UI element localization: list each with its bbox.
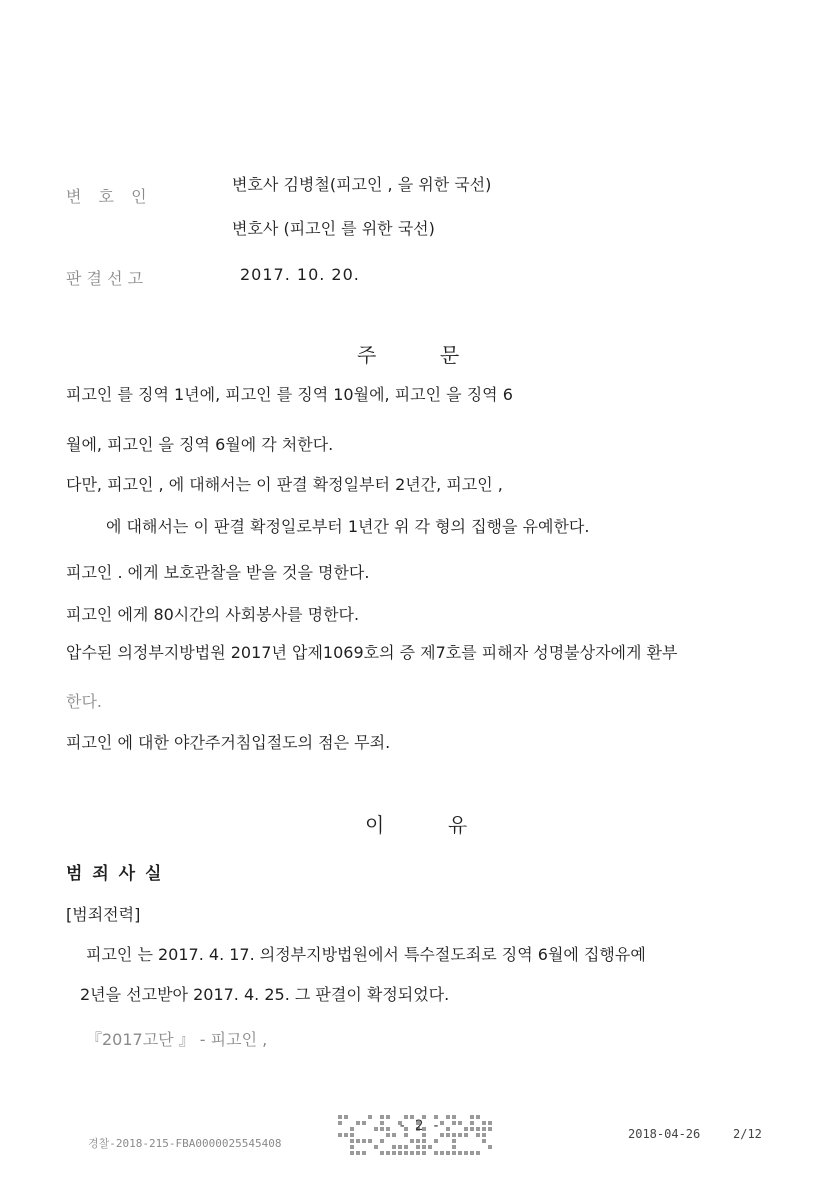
seal-dot (362, 1151, 366, 1155)
seal-dot (410, 1151, 414, 1155)
seal-dot (398, 1151, 402, 1155)
seal-dot (446, 1151, 450, 1155)
seal-dot (440, 1151, 444, 1155)
criminal-record-subheading: [범죄전력] (66, 905, 141, 924)
seal-dot (464, 1133, 468, 1137)
seal-dot (386, 1127, 390, 1131)
seal-dot (356, 1151, 360, 1155)
verdict-label: 판 결 선 고 (66, 269, 144, 288)
defense-counsel-line-1: 변호사 김병철(피고인 , 을 위한 국선) (232, 175, 492, 194)
seal-dot (374, 1145, 378, 1149)
seal-dot (482, 1133, 486, 1137)
seal-dot (380, 1121, 384, 1125)
crime-facts-title: 범 죄 사 실 (66, 864, 164, 884)
seal-dot (350, 1145, 354, 1149)
seal-dot (416, 1151, 420, 1155)
reason-line: 피고인 는 2017. 4. 17. 의정부지방법원에서 특수절도죄로 징역 6월에 집행유예 (86, 945, 646, 964)
defense-counsel-label: 변 호 인 (66, 187, 153, 206)
order-line: 압수된 의정부지방법원 2017년 압제1069호의 증 제7호를 피해자 성명불상자에게 환부 (66, 643, 678, 662)
seal-dot (338, 1115, 342, 1119)
seal-dot (416, 1145, 420, 1149)
seal-dot (488, 1127, 492, 1131)
seal-dot (434, 1151, 438, 1155)
seal-dot (380, 1151, 384, 1155)
seal-dot (404, 1145, 408, 1149)
seal-dot (470, 1115, 474, 1119)
seal-dot (398, 1145, 402, 1149)
seal-dot (422, 1145, 426, 1149)
seal-dot (338, 1121, 342, 1125)
defense-counsel-line-2: 변호사 (피고인 를 위한 국선) (232, 219, 435, 238)
seal-dot (470, 1127, 474, 1131)
seal-dot (338, 1133, 342, 1137)
seal-dot (350, 1139, 354, 1143)
seal-dot (392, 1151, 396, 1155)
seal-dot (386, 1115, 390, 1119)
seal-dot (458, 1121, 462, 1125)
seal-dot (452, 1139, 456, 1143)
seal-dot (440, 1121, 444, 1125)
seal-dot (440, 1133, 444, 1137)
reason-line: 2년을 선고받아 2017. 4. 25. 그 판결이 확정되었다. (80, 985, 450, 1004)
seal-dot (368, 1139, 372, 1143)
order-line: 월에, 피고인 을 징역 6월에 각 처한다. (66, 435, 334, 454)
seal-dot (392, 1133, 396, 1137)
seal-dot (452, 1133, 456, 1137)
seal-dot (368, 1115, 372, 1119)
order-line: 피고인 를 징역 1년에, 피고인 를 징역 10월에, 피고인 을 징역 6 (66, 385, 513, 404)
seal-dot (344, 1115, 348, 1119)
seal-dot (470, 1151, 474, 1155)
page-count: 2/12 (733, 1127, 762, 1141)
print-date: 2018-04-26 (628, 1127, 701, 1141)
seal-dot (452, 1151, 456, 1155)
seal-dot (356, 1139, 360, 1143)
seal-dot (428, 1145, 432, 1149)
seal-dot (350, 1151, 354, 1155)
document-id: 경찰-2018-215-FBA0000025545408 (88, 1137, 282, 1150)
seal-dot (410, 1139, 414, 1143)
page-marker: - 2 - (398, 1118, 441, 1134)
case-reference: 『2017고단 』 - 피고인 , (86, 1030, 268, 1049)
seal-dot (362, 1121, 366, 1125)
seal-dot (374, 1127, 378, 1131)
seal-dot (386, 1151, 390, 1155)
seal-dot (350, 1133, 354, 1137)
order-line: 다만, 피고인 , 에 대해서는 이 판결 확정일부터 2년간, 피고인 , (66, 475, 503, 494)
seal-dot (362, 1139, 366, 1143)
order-line: 한다. (66, 692, 102, 711)
order-line: 피고인 에게 80시간의 사회봉사를 명한다. (66, 605, 360, 624)
seal-dot (458, 1133, 462, 1137)
reasons-heading: 이 유 (365, 813, 468, 837)
seal-dot (392, 1145, 396, 1149)
seal-dot (482, 1127, 486, 1131)
seal-dot (422, 1151, 426, 1155)
seal-dot (476, 1133, 480, 1137)
seal-dot (350, 1127, 354, 1131)
seal-dot (386, 1133, 390, 1137)
seal-dot (476, 1127, 480, 1131)
seal-dot (464, 1151, 468, 1155)
seal-dot (422, 1139, 426, 1143)
seal-dot (380, 1127, 384, 1131)
seal-dot (446, 1127, 450, 1131)
order-heading: 주 문 (357, 343, 460, 367)
seal-dot (482, 1139, 486, 1143)
seal-dot (356, 1121, 360, 1125)
seal-dot (464, 1127, 468, 1131)
order-line: 피고인 에 대한 야간주거침입절도의 점은 무죄. (66, 733, 391, 752)
seal-dot (476, 1151, 480, 1155)
seal-dot (476, 1115, 480, 1119)
seal-dot (452, 1115, 456, 1119)
seal-dot (446, 1115, 450, 1119)
seal-dot (416, 1139, 420, 1143)
seal-dot (470, 1121, 474, 1125)
seal-dot (446, 1133, 450, 1137)
seal-dot (452, 1121, 456, 1125)
seal-dot (434, 1139, 438, 1143)
order-line: 피고인 . 에게 보호관찰을 받을 것을 명한다. (66, 563, 370, 582)
seal-dot (482, 1121, 486, 1125)
order-line: 에 대해서는 이 판결 확정일로부터 1년간 위 각 형의 집행을 유예한다. (106, 517, 590, 536)
seal-dot (452, 1145, 456, 1149)
seal-dot (380, 1139, 384, 1143)
seal-dot (488, 1145, 492, 1149)
seal-dot (344, 1133, 348, 1137)
seal-dot (488, 1121, 492, 1125)
verdict-date: 2017. 10. 20. (240, 265, 360, 284)
seal-dot (404, 1151, 408, 1155)
seal-dot (380, 1115, 384, 1119)
seal-dot (458, 1151, 462, 1155)
